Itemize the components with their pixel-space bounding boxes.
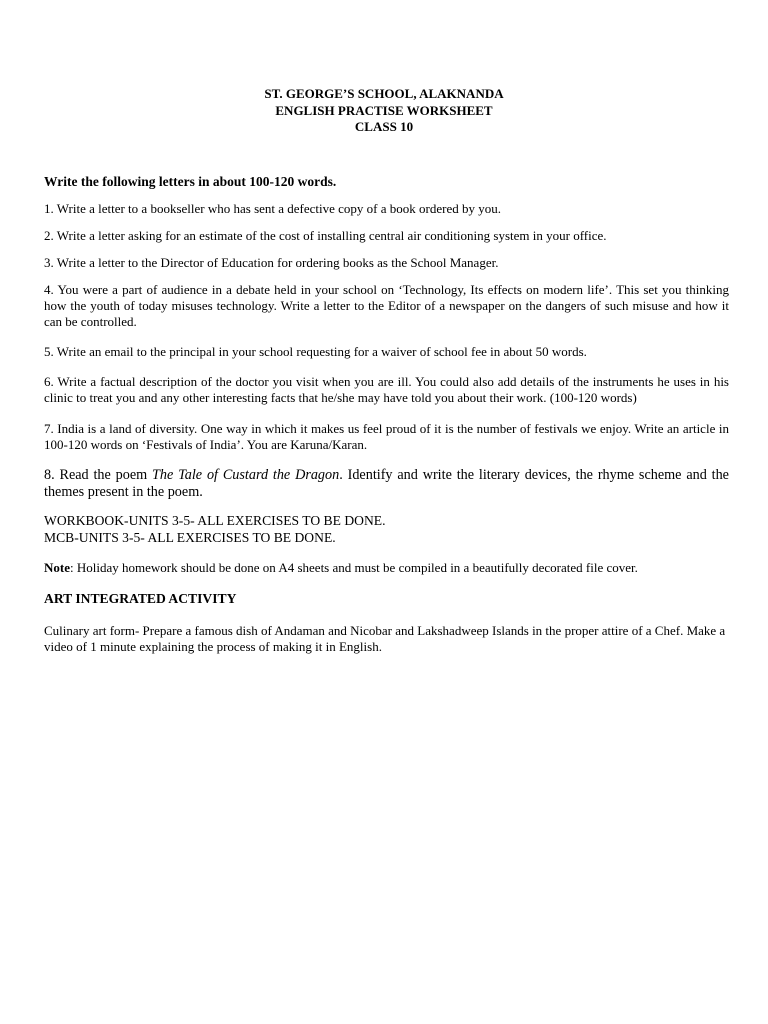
question-4: 4. You were a part of audience in a debate held in your school on ‘Technology, Its effects on modern life’. This set you thinking how the youth of today misuses technology. Write a letter to the Editor of a newspaper on the dangers of such misuse and how it can be controlled.: [44, 282, 729, 329]
poem-title: The Tale of Custard the Dragon: [152, 467, 340, 483]
note-label: Note: [44, 560, 70, 575]
question-8: [44, 467, 729, 501]
question-2: 2. Write a letter asking for an estimate of the cost of installing central air conditioning system in your office.: [44, 228, 607, 243]
question-8-prefix: 8. Read the poem: [44, 467, 153, 483]
school-name: ST. GEORGE’S SCHOOL, ALAKNANDA: [264, 86, 504, 101]
question-5: 5. Write an email to the principal in your school requesting for a waiver of school fee in about 50 words.: [44, 344, 587, 359]
worksheet-body: [44, 174, 729, 655]
mcb-assignment: MCB-UNITS 3-5- ALL EXERCISES TO BE DONE.: [44, 529, 336, 545]
class-label: CLASS 10: [354, 119, 414, 134]
question-7: 7. India is a land of diversity. One way in which it makes us feel proud of it is the number of festivals we enjoy. Write an article in 100-120 words on ‘Festivals of India’. You are Karuna/Karan.: [44, 421, 729, 452]
holiday-note: [44, 560, 729, 576]
worksheet-header: [0, 86, 768, 136]
instruction: Write the following letters in about 100-120 words.: [44, 174, 337, 189]
note-text: : Holiday homework should be done on A4 sheets and must be compiled in a beautifully decorated file cover.: [70, 560, 638, 575]
worksheet-title: ENGLISH PRACTISE WORKSHEET: [275, 102, 493, 118]
question-1: 1. Write a letter to a bookseller who has sent a defective copy of a book ordered by you.: [44, 201, 501, 216]
question-3: 3. Write a letter to the Director of Education for ordering books as the School Manager.: [44, 255, 499, 270]
question-6: 6. Write a factual description of the doctor you visit when you are ill. You could also add details of the instruments he uses in his clinic to treat you and any other interesting facts that he/she may have told you about their work. (100-120 words): [44, 374, 729, 405]
question-8-suffix: . Identify and write the literary devices, the rhyme scheme and the themes present in the poem.: [44, 467, 729, 500]
workbook-assignment: WORKBOOK-UNITS 3-5- ALL EXERCISES TO BE DONE.: [44, 513, 386, 528]
assignments-block: [44, 513, 729, 546]
art-activity-text: Culinary art form- Prepare a famous dish of Andaman and Nicobar and Lakshadweep Islands in the proper attire of a Chef. Make a video of 1 minute explaining the process of making it in English.: [44, 623, 726, 654]
art-activity-heading: ART INTEGRATED ACTIVITY: [44, 591, 237, 606]
